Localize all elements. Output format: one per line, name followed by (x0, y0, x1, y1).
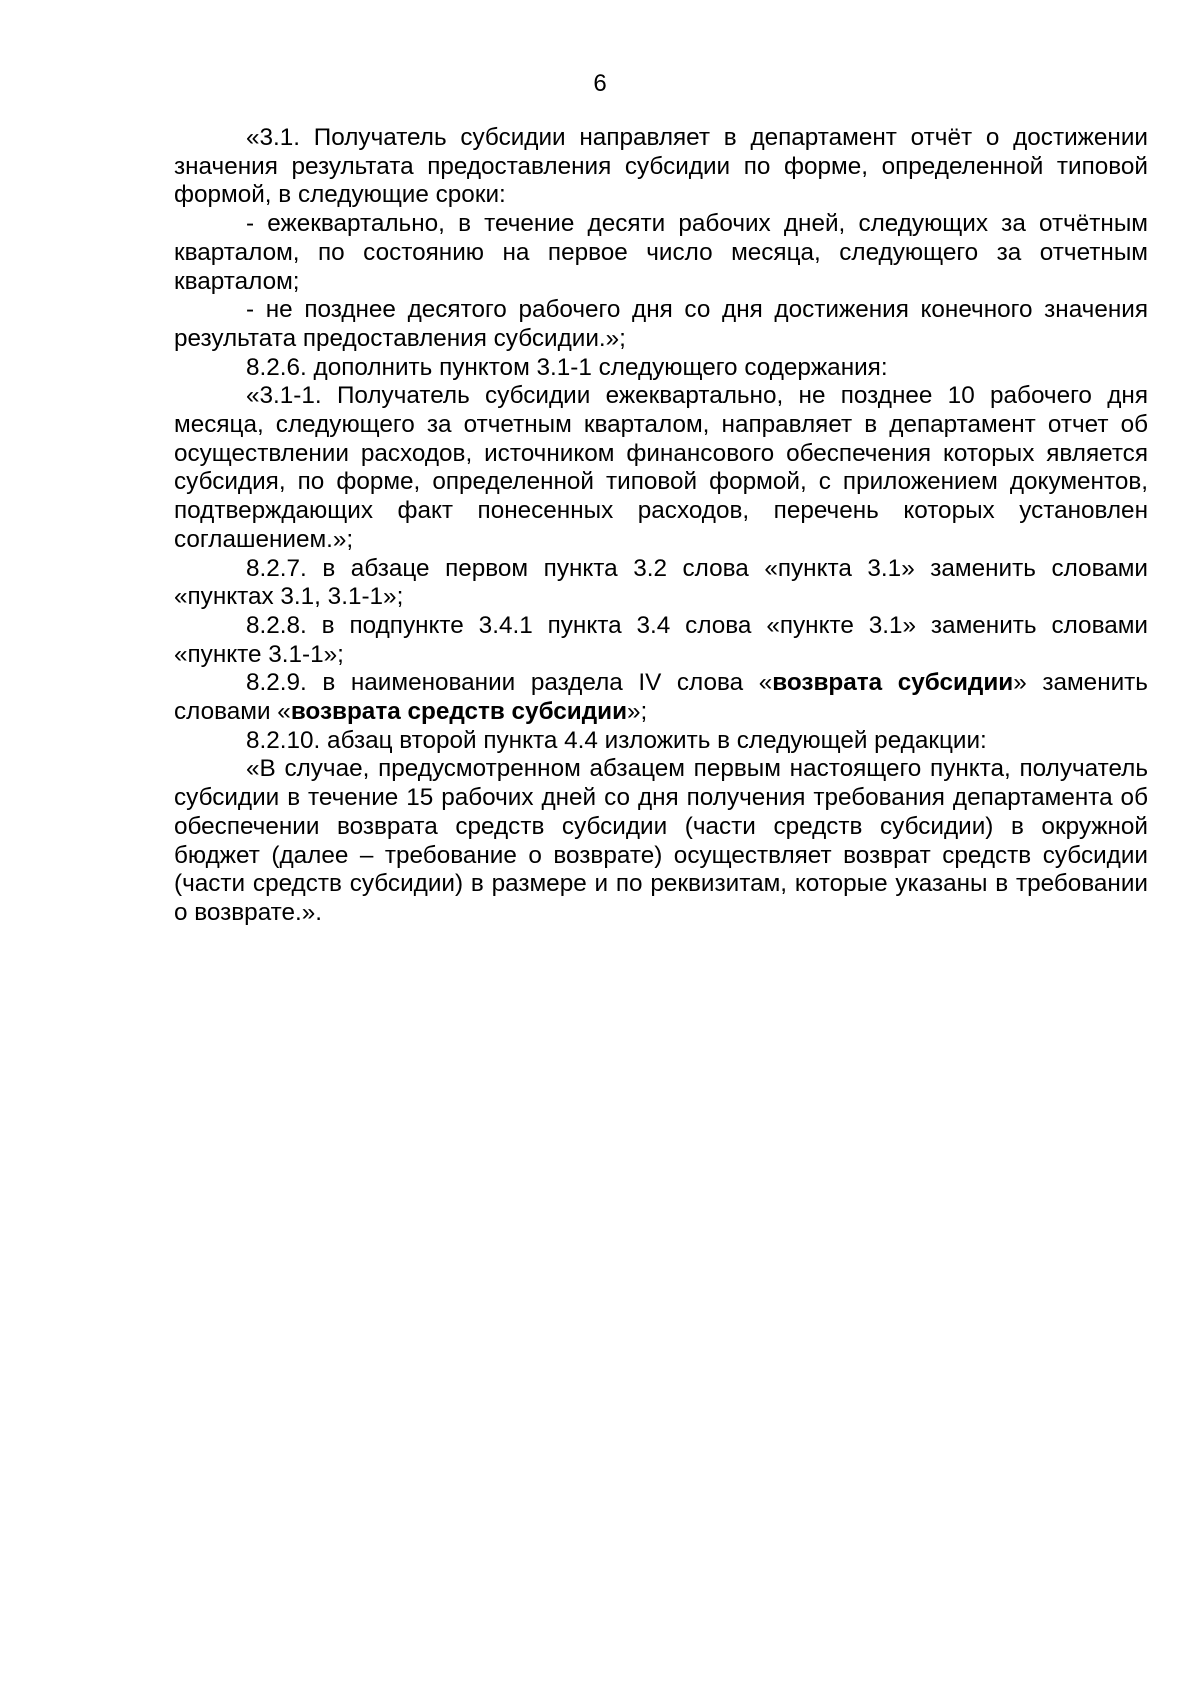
paragraph-text: » заменить словами « (174, 669, 1148, 726)
paragraph-text: - ежеквартально, в течение десяти рабочих дней, следующих за отчётным кварталом, по состоянию на первое число месяца, следующего за отчетным кварталом; (174, 210, 1148, 295)
paragraph-8-2-7 (174, 555, 1148, 612)
paragraph-text: 8.2.9. в наименовании раздела IV слова « (246, 669, 773, 697)
paragraph-3-1 (174, 124, 1148, 210)
paragraph-8-2-9 (174, 669, 1148, 726)
document-body (174, 124, 1148, 928)
paragraph-8-2-8 (174, 612, 1148, 669)
paragraph-4-4-text (174, 755, 1148, 927)
paragraph-8-2-10 (174, 727, 1148, 756)
bold-phrase: возврата средств субсидии (290, 698, 628, 726)
paragraph-final-deadline (174, 296, 1148, 353)
bold-phrase: возврата субсидии (772, 669, 1014, 697)
paragraph-text: 8.2.7. в абзаце первом пункта 3.2 слова «пункта 3.1» заменить словами «пунктах 3.1, 3.1-1»; (174, 554, 1148, 611)
paragraph-text: «3.1-1. Получатель субсидии ежеквартально, не позднее 10 рабочего дня месяца, следующего за отчетным кварталом, направляет в департамент отчет об осуществлении расходов, источником финансового обеспечения которых является субсидия, по форме, определенной типовой формой, с приложением документов, подтверждающих факт понесенных расходов, перечень которых установлен соглашением.»; (174, 382, 1148, 553)
paragraph-text: 8.2.8. в подпункте 3.4.1 пункта 3.4 слова «пункте 3.1» заменить словами «пункте 3.1-1»; (174, 611, 1148, 668)
paragraph-text: «В случае, предусмотренном абзацем первым настоящего пункта, получатель субсидии в течение 15 рабочих дней со дня получения требования департамента об обеспечении возврата средств субсидии (части средств субсидии) в окружной бюджет (далее – требование о возврате) осуществляет возврат средств субсидии (части средств субсидии) в размере и по реквизитам, которые указаны в требовании о возврате.». (174, 755, 1148, 926)
paragraph-text: »; (627, 698, 648, 726)
paragraph-3-1-1 (174, 382, 1148, 554)
paragraph-text: 8.2.10. абзац второй пункта 4.4 изложить в следующей редакции: (246, 726, 987, 754)
page-number: 6 (593, 70, 607, 97)
paragraph-text: 8.2.6. дополнить пунктом 3.1-1 следующего содержания: (246, 353, 888, 381)
paragraph-text: «3.1. Получатель субсидии направляет в департамент отчёт о достижении значения результата предоставления субсидии по форме, определенной типовой формой, в следующие сроки: (174, 124, 1148, 209)
paragraph-text: - не позднее десятого рабочего дня со дня достижения конечного значения результата предоставления субсидии.»; (174, 296, 1148, 352)
paragraph-8-2-6 (174, 354, 1148, 383)
paragraph-quarterly (174, 210, 1148, 296)
